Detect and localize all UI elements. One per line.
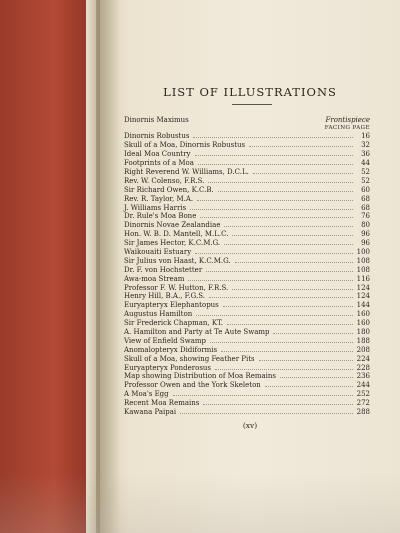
list-item	[124, 212, 370, 221]
list-item-label: Skull of a Moa, showing Feather Pits	[124, 354, 255, 363]
dot-leader	[195, 252, 353, 254]
list-item-label: Augustus Hamilton	[124, 310, 193, 319]
list-item-label: A. Hamilton and Party at Te Aute Swamp	[124, 327, 270, 336]
list-item-page: 180	[356, 327, 370, 336]
illustration-list	[124, 116, 370, 417]
dot-leader	[280, 376, 353, 378]
list-item-page: 16	[361, 132, 370, 141]
list-item	[124, 337, 370, 346]
list-item-page: 224	[356, 354, 370, 363]
facing-page-label: FACING PAGE	[324, 124, 370, 131]
list-item-label: J. Williams Harris	[124, 203, 187, 212]
list-item-page: 44	[361, 159, 370, 168]
list-item-label: Sir Frederick Chapman, KT.	[124, 319, 223, 328]
title-rule	[232, 104, 272, 105]
list-item-label: Sir James Hector, K.C.M.G.	[124, 239, 221, 248]
list-item-page: 244	[356, 381, 370, 390]
dot-leader	[232, 288, 353, 290]
dot-leader	[208, 181, 353, 183]
page-number: (xv)	[242, 421, 258, 430]
dot-leader	[195, 154, 353, 156]
dot-leader	[190, 208, 353, 210]
list-item-label: Dinornis Robustus	[124, 132, 190, 141]
list-item-label: Dinornis Novae Zealandiae	[124, 221, 221, 230]
list-item-label: Sir Richard Owen, K.C.B.	[124, 185, 214, 194]
list-item	[124, 372, 370, 381]
list-item-label: Kawana Paipai	[124, 408, 177, 416]
list-item-label: Dinornis Maximus	[124, 116, 189, 124]
dot-leader	[221, 350, 353, 352]
list-item	[124, 355, 370, 364]
list-item	[124, 239, 370, 248]
list-item-label: View of Enfield Swamp	[124, 336, 207, 345]
list-item	[124, 284, 370, 293]
list-item-page: 160	[356, 319, 370, 328]
list-item-page: 236	[356, 372, 370, 381]
list-item	[124, 292, 370, 301]
dot-leader	[227, 323, 353, 325]
list-item-page: 116	[356, 274, 370, 283]
list-item-page: 160	[356, 310, 370, 319]
list-item	[124, 195, 370, 204]
dot-leader	[259, 359, 353, 361]
list-item-label: Euryapteryx Ponderosus	[124, 363, 212, 372]
dot-leader	[188, 279, 353, 281]
list-item	[124, 390, 370, 399]
list-item-page: 108	[356, 265, 370, 274]
list-item	[124, 150, 370, 159]
list-item-page: 36	[361, 150, 370, 159]
list-item-page: 52	[361, 167, 370, 176]
list-item-page: 124	[356, 292, 370, 301]
list-item	[124, 310, 370, 319]
list-item-label: Recent Moa Remains	[124, 399, 200, 408]
list-item-page: 60	[361, 185, 370, 194]
list-item-page: 96	[361, 239, 370, 248]
list-item-page: 52	[361, 176, 370, 185]
list-item	[124, 177, 370, 186]
list-item-label: Ideal Moa Country	[124, 150, 191, 159]
list-item-page: Frontispiece	[325, 116, 370, 124]
list-item-page: 108	[356, 256, 370, 265]
table-surface	[0, 472, 400, 533]
list-item	[124, 230, 370, 239]
list-item	[124, 159, 370, 168]
dot-leader	[210, 341, 353, 343]
list-item	[124, 328, 370, 337]
dot-leader	[200, 216, 353, 218]
list-item	[124, 275, 370, 284]
list-item-page: 144	[356, 301, 370, 310]
dot-leader	[232, 234, 353, 236]
dot-leader	[203, 403, 353, 405]
dot-leader	[224, 243, 353, 245]
list-item-label: Anomalopteryx Didiformis	[124, 345, 218, 354]
gutter-shadow	[96, 0, 120, 533]
list-item	[124, 204, 370, 213]
list-item-label: Right Reverend W. Williams, D.C.L.	[124, 167, 249, 176]
list-item-page: 80	[361, 221, 370, 230]
list-item-label: Rev. R. Taylor, M.A.	[124, 194, 194, 203]
dot-leader	[196, 314, 353, 316]
list-item-label: Map showing Distribution of Moa Remains	[124, 372, 277, 381]
dot-leader	[206, 270, 353, 272]
list-item-label: Dr. F. von Hochstetter	[124, 265, 203, 274]
list-item-label: Euryapteryx Elephantopus	[124, 301, 219, 310]
list-item-label: Dr. Rule's Moa Bone	[124, 212, 197, 221]
dot-leader	[197, 199, 353, 201]
dot-leader	[218, 190, 353, 192]
list-item	[124, 346, 370, 355]
list-item	[124, 301, 370, 310]
dot-leader	[235, 261, 353, 263]
list-item	[124, 319, 370, 328]
list-item-page: 288	[356, 408, 370, 416]
list-item	[124, 141, 370, 150]
list-item-label: Waikouaiti Estuary	[124, 247, 192, 256]
dot-leader	[265, 385, 353, 387]
dot-leader	[223, 305, 353, 307]
dot-leader	[215, 368, 353, 370]
list-item-label: Footprints of a Moa	[124, 159, 194, 168]
list-item	[124, 221, 370, 230]
dot-leader	[193, 121, 323, 122]
dot-leader	[224, 225, 353, 227]
list-item	[124, 132, 370, 141]
dot-leader	[209, 296, 353, 298]
list-item-page: 68	[361, 203, 370, 212]
list-item-label: Sir Julius von Haast, K.C.M.G.	[124, 256, 231, 265]
list-item-page: 32	[361, 141, 370, 150]
dot-leader	[273, 332, 353, 334]
list-item	[124, 381, 370, 390]
dot-leader	[249, 145, 353, 147]
dot-leader	[193, 136, 353, 138]
list-item	[124, 257, 370, 266]
list-item-label: Rev. W. Colenso, F.R.S.	[124, 176, 205, 185]
list-item-label: Skull of a Moa, Dinornis Robustus	[124, 141, 246, 150]
list-item-page: 252	[356, 390, 370, 399]
list-item	[124, 364, 370, 373]
list-item	[124, 399, 370, 408]
list-item-label: A Moa's Egg	[124, 390, 169, 399]
list-item-page: 68	[361, 194, 370, 203]
list-item	[124, 116, 370, 125]
list-item-page: 76	[361, 212, 370, 221]
list-item-label: Professor Owen and the York Skeleton	[124, 381, 261, 390]
list-item-label: Professor F. W. Hutton, F.R.S.	[124, 283, 229, 292]
list-item-page: 100	[356, 247, 370, 256]
list-item	[124, 186, 370, 195]
dot-leader	[253, 172, 353, 174]
list-item	[124, 168, 370, 177]
dot-leader	[198, 163, 353, 165]
list-item-label: Awa-moa Stream	[124, 274, 185, 283]
book-cover	[0, 0, 98, 533]
list-item	[124, 248, 370, 257]
list-item-page: 96	[361, 230, 370, 239]
list-item-label: Henry Hill, B.A., F.G.S.	[124, 292, 205, 301]
list-item	[124, 266, 370, 275]
list-item	[124, 408, 370, 417]
dot-leader	[180, 412, 353, 414]
list-item-page: 188	[356, 336, 370, 345]
dot-leader	[173, 394, 353, 396]
list-item-page: 208	[356, 345, 370, 354]
list-item-label: Hon. W. B. D. Mantell, M.L.C.	[124, 230, 229, 239]
page-title: LIST OF ILLUSTRATIONS	[163, 85, 337, 99]
list-item-page: 228	[356, 363, 370, 372]
list-item-page: 124	[356, 283, 370, 292]
list-item-page: 272	[356, 399, 370, 408]
